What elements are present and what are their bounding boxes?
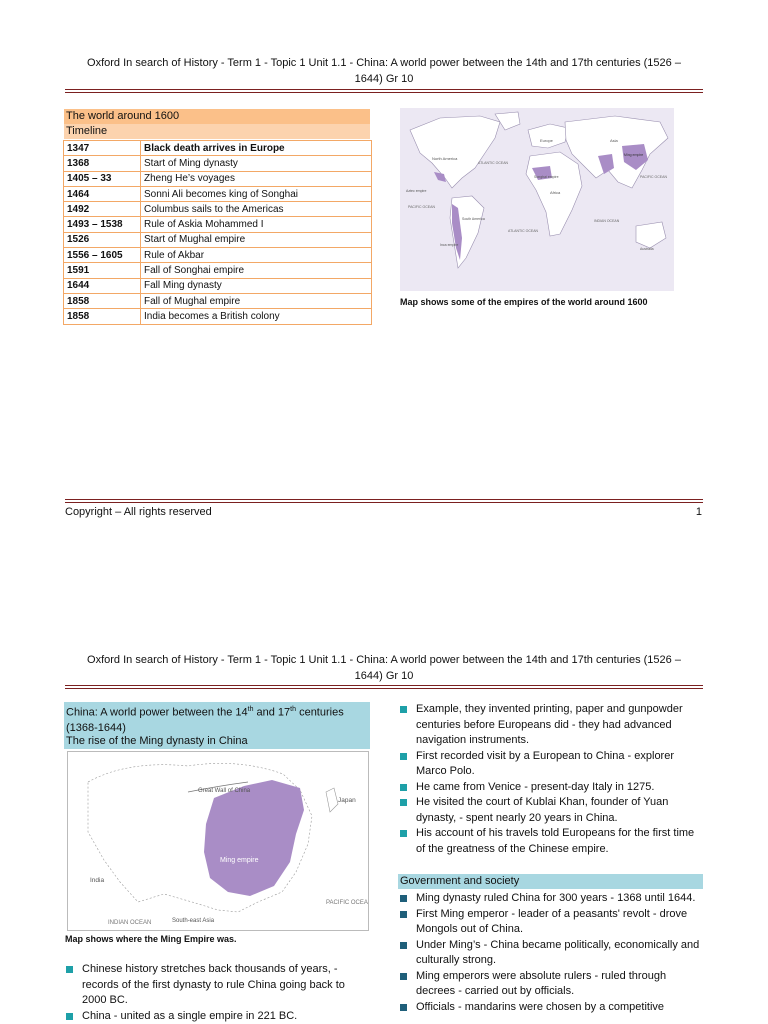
bullet-marker: [400, 830, 407, 837]
bullet-marker: [66, 966, 73, 973]
timeline-row: [64, 309, 372, 324]
government-bullet-item: [400, 938, 705, 969]
page2-header-rule: [65, 685, 703, 689]
map-label-asia: Asia: [610, 138, 618, 143]
timeline-row: [64, 263, 372, 278]
government-bullet-item: [400, 907, 705, 938]
section-title: The world around 1600: [64, 109, 370, 124]
timeline-event: Fall Ming dynasty: [141, 278, 372, 293]
map-label-south-america: South America: [462, 217, 485, 221]
bullet-marker: [400, 784, 407, 791]
timeline-year: 1591: [64, 263, 141, 278]
timeline-row: [64, 186, 372, 201]
timeline-event: Fall of Songhai empire: [141, 263, 372, 278]
timeline-event: Start of Ming dynasty: [141, 156, 372, 171]
timeline-event: Rule of Akbar: [141, 248, 372, 263]
timeline-year: 1347: [64, 141, 141, 156]
bullet-marker: [400, 942, 407, 949]
bullet-text: Ming dynasty ruled China for 300 years - 1368 until 1644.: [416, 892, 696, 904]
bullet-text: His account of his travels told Europeans for the first time of the greatness of the Chinese empire.: [416, 827, 695, 855]
ming-map-graphic: [68, 752, 368, 930]
timeline-heading: Timeline: [64, 124, 370, 139]
timeline-row: [64, 278, 372, 293]
bullet-marker: [400, 1004, 407, 1011]
copyright-text: Copyright – All rights reserved: [65, 506, 212, 518]
ming-map-label-pacific: PACIFIC OCEAN: [326, 900, 368, 906]
page2-header-line1: Oxford In search of History - Term 1 - Topic 1 Unit 1.1 - China: A world power between the 14th and 17th centuries (1526 –: [87, 654, 681, 666]
right-bullet-item: [400, 702, 705, 749]
left-bullet-list: [66, 962, 370, 1024]
map-label-pacific-right: PACIFIC OCEAN: [640, 175, 667, 179]
government-bullet-list: [400, 891, 705, 1015]
government-bullet-item: [400, 1000, 705, 1016]
bullet-text: Chinese history stretches back thousands of years, - records of the first dynasty to rule China going back to 2000 BC.: [82, 963, 345, 1006]
page1-footer-rule: [65, 499, 703, 503]
government-bullet-item: [400, 969, 705, 1000]
timeline-row: [64, 232, 372, 247]
bullet-marker: [400, 895, 407, 902]
map-label-aztec: Aztec empire: [406, 189, 427, 193]
timeline-year: 1405 – 33: [64, 171, 141, 186]
timeline-table: [63, 140, 372, 325]
timeline-year: 1492: [64, 202, 141, 217]
timeline-event: Black death arrives in Europe: [141, 141, 372, 156]
timeline-event: Sonni Ali becomes king of Songhai: [141, 186, 372, 201]
ming-map-label-india: India: [90, 877, 105, 884]
title-part-b: and 17: [253, 706, 291, 719]
bullet-marker: [400, 799, 407, 806]
timeline-event: Rule of Askia Mohammed I: [141, 217, 372, 232]
bullet-text: First Ming emperor - leader of a peasants' revolt - drove Mongols out of China.: [416, 907, 688, 935]
left-bullet-item: [66, 1009, 370, 1024]
timeline-row: [64, 217, 372, 232]
world-map-caption: Map shows some of the empires of the world around 1600: [400, 297, 648, 307]
bullet-marker: [400, 706, 407, 713]
right-bullet-item: [400, 795, 705, 826]
ming-map: [67, 751, 369, 931]
ming-map-label-great-wall: Great Wall of China: [198, 788, 251, 794]
timeline-year: 1858: [64, 293, 141, 308]
timeline-year: 1644: [64, 278, 141, 293]
map-label-indian: INDIAN OCEAN: [594, 219, 620, 223]
page1-header-line1: Oxford In search of History - Term 1 - Topic 1 Unit 1.1 - China: A world power between the 14th and 17th centuries (1526 –: [87, 57, 681, 69]
timeline-event: Fall of Mughal empire: [141, 293, 372, 308]
page-number: 1: [695, 506, 702, 518]
world-map-graphic: [400, 108, 674, 291]
ming-map-caption: Map shows where the Ming Empire was.: [65, 934, 237, 944]
bullet-marker: [66, 1013, 73, 1020]
timeline-event: Columbus sails to the Americas: [141, 202, 372, 217]
page2-header-line2: 1644) Gr 10: [354, 670, 414, 682]
government-society-heading: Government and society: [398, 874, 703, 889]
timeline-event: Start of Mughal empire: [141, 232, 372, 247]
left-bullet-item: [66, 962, 370, 1009]
title-line2: (1368-1644): [66, 721, 126, 734]
map-label-atlantic-south: ATLANTIC OCEAN: [508, 229, 539, 233]
map-label-songhai: Songhai empire: [534, 175, 559, 179]
bullet-text: First recorded visit by a European to China - explorer Marco Polo.: [416, 749, 675, 777]
map-label-europe: Europe: [540, 138, 553, 143]
ming-map-label-ming: Ming empire: [220, 857, 259, 864]
timeline-event: India becomes a British colony: [141, 309, 372, 324]
page1-header: [60, 55, 708, 87]
map-label-inca: Inca empire: [440, 243, 459, 247]
timeline-row: [64, 156, 372, 171]
title-part-c: centuries: [296, 706, 344, 719]
ming-map-label-indian: INDIAN OCEAN: [108, 920, 152, 926]
title-sup2: th: [290, 706, 297, 713]
title-part-a: China: A world power between the 14: [66, 706, 248, 719]
bullet-text: He visited the court of Kublai Khan, founder of Yuan dynasty, - spent nearly 20 years in China.: [416, 796, 669, 824]
timeline-year: 1556 – 1605: [64, 248, 141, 263]
ming-map-label-se-asia: South-east Asia: [172, 918, 215, 924]
timeline-row: [64, 293, 372, 308]
timeline-year: 1368: [64, 156, 141, 171]
bullet-marker: [400, 911, 407, 918]
bullet-text: He came from Venice - present-day Italy in 1275.: [416, 780, 655, 793]
map-label-atlantic: ATLANTIC OCEAN: [478, 161, 509, 165]
right-bullet-item: [400, 780, 705, 796]
timeline-row: [64, 202, 372, 217]
map-label-africa: Africa: [550, 190, 561, 195]
government-bullet-item: [400, 891, 705, 907]
ming-map-label-japan: Japan: [338, 797, 356, 804]
ming-rise-subtitle: The rise of the Ming dynasty in China: [64, 734, 370, 749]
timeline-year: 1526: [64, 232, 141, 247]
map-label-australia: Australia: [640, 247, 654, 251]
right-bullet-item: [400, 749, 705, 780]
bullet-text: China - united as a single empire in 221 BC.: [82, 1009, 298, 1022]
bullet-marker: [400, 753, 407, 760]
right-bullet-item: [400, 826, 705, 857]
bullet-text: Example, they invented printing, paper and gunpowder centuries before Europeans did - they had advanced navigation instruments.: [416, 703, 683, 746]
timeline-row: [64, 141, 372, 156]
timeline-year: 1858: [64, 309, 141, 324]
bullet-marker: [400, 973, 407, 980]
bullet-text: Under Ming’s - China became politically, economically and culturally strong.: [416, 938, 700, 966]
map-label-pacific-left: PACIFIC OCEAN: [408, 205, 435, 209]
bullet-text: Officials - mandarins were chosen by a competitive: [416, 1000, 665, 1013]
page2-header: [60, 652, 708, 684]
timeline-row: [64, 248, 372, 263]
timeline-year: 1493 – 1538: [64, 217, 141, 232]
bullet-text: Ming emperors were absolute rulers - ruled through decrees - carried out by officials.: [416, 969, 667, 997]
china-section-title: [64, 702, 370, 734]
page1-header-line2: 1644) Gr 10: [354, 73, 414, 85]
timeline-event: Zheng He’s voyages: [141, 171, 372, 186]
timeline-row: [64, 171, 372, 186]
timeline-year: 1464: [64, 186, 141, 201]
world-map: [400, 108, 674, 291]
title-sup1: th: [247, 706, 254, 713]
map-label-ming: Ming empire: [624, 153, 644, 157]
map-label-north-america: North America: [432, 156, 458, 161]
page1-header-rule: [65, 89, 703, 93]
right-bullet-list: [400, 702, 705, 857]
